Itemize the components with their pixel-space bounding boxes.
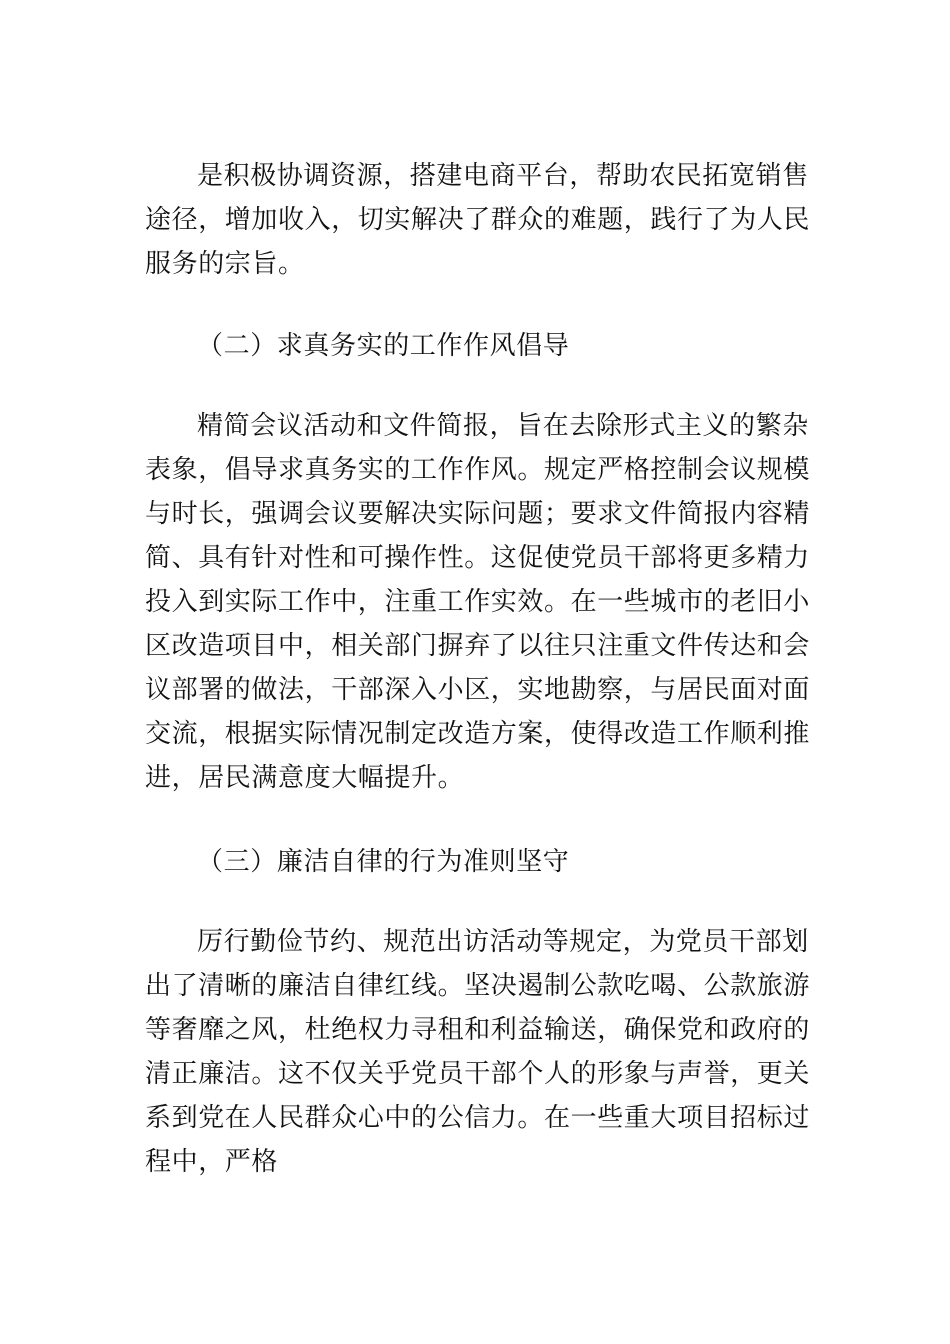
paragraph-2-line-7: 议部署的做法，干部深入小区，实地勘察，与居民面对面: [145, 675, 811, 705]
paragraph-3-line-3: 等奢靡之风，杜绝权力寻租和利益输送，确保党和政府的: [145, 1015, 811, 1045]
paragraph-3-line-5: 系到党在人民群众心中的公信力。在一些重大项目招标过: [145, 1103, 811, 1133]
paragraph-3-line-1: 厉行勤俭节约、规范出访活动等规定，为党员干部划: [197, 927, 809, 957]
paragraph-2-line-5: 投入到实际工作中，注重工作实效。在一些城市的老旧小: [145, 587, 811, 617]
paragraph-3-line-6: 程中，严格: [145, 1147, 279, 1177]
section-heading-2: （二）求真务实的工作作风倡导: [197, 331, 570, 361]
paragraph-1-line-2: 途径，增加收入，切实解决了群众的难题，践行了为人民: [145, 205, 811, 235]
paragraph-1-line-3: 服务的宗旨。: [145, 249, 305, 279]
paragraph-3-line-2: 出了清晰的廉洁自律红线。坚决遏制公款吃喝、公款旅游: [145, 971, 811, 1001]
paragraph-2-line-3: 与时长，强调会议要解决实际问题；要求文件简报内容精: [145, 499, 811, 529]
paragraph-2-line-9: 进，居民满意度大幅提升。: [145, 763, 465, 793]
paragraph-2-line-8: 交流，根据实际情况制定改造方案，使得改造工作顺利推: [145, 719, 811, 749]
paragraph-2-line-6: 区改造项目中，相关部门摒弃了以往只注重文件传达和会: [145, 631, 811, 661]
paragraph-2-line-2: 表象，倡导求真务实的工作作风。规定严格控制会议规模: [145, 455, 811, 485]
paragraph-2-line-4: 简、具有针对性和可操作性。这促使党员干部将更多精力: [145, 543, 811, 573]
section-heading-3: （三）廉洁自律的行为准则坚守: [197, 847, 570, 877]
paragraph-1-line-1: 是积极协调资源，搭建电商平台，帮助农民拓宽销售: [197, 161, 809, 191]
paragraph-3-line-4: 清正廉洁。这不仅关乎党员干部个人的形象与声誉，更关: [145, 1059, 811, 1089]
paragraph-2-line-1: 精简会议活动和文件简报，旨在去除形式主义的繁杂: [197, 411, 809, 441]
